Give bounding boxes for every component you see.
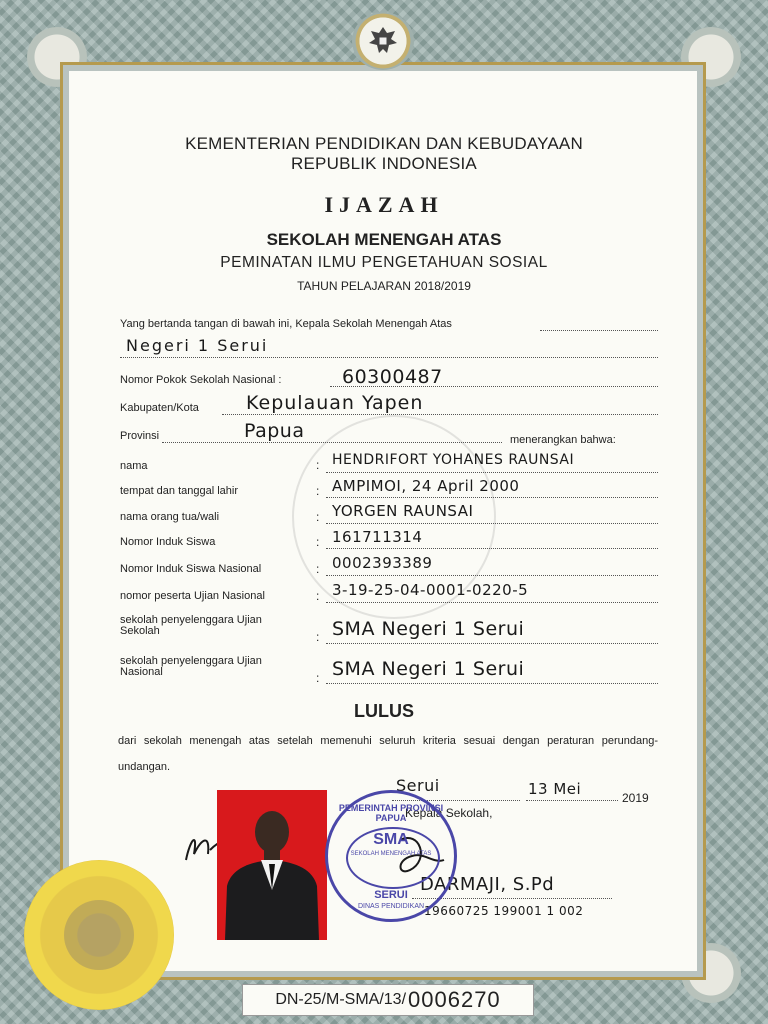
colon: : xyxy=(316,458,320,472)
garuda-emblem-icon xyxy=(352,12,414,70)
birth-value: AMPIMOI, 24 April 2000 xyxy=(332,477,520,495)
gold-seal xyxy=(24,860,174,1010)
dotted-line xyxy=(526,800,618,801)
school-exam-label-line-2: Sekolah xyxy=(120,625,160,637)
parent-value: YORGEN RAUNSAI xyxy=(332,502,474,520)
exam-number-value: 3-19-25-04-0001-0220-5 xyxy=(332,581,529,599)
nisn-label: Nomor Induk Siswa Nasional xyxy=(120,563,262,575)
stamp-bottom-text: DINAS PENDIDIKAN xyxy=(357,903,425,910)
dotted-line xyxy=(326,683,658,684)
dotted-line xyxy=(326,602,658,603)
dotted-line xyxy=(120,357,658,358)
dotted-line xyxy=(540,330,658,331)
dotted-line xyxy=(330,386,658,387)
birth-label: tempat dan tanggal lahir xyxy=(120,485,239,497)
regency-value: Kepulauan Yapen xyxy=(246,392,424,414)
nisn-value: 0002393389 xyxy=(332,554,433,572)
serial-prefix: DN-25/M-SMA/13/ xyxy=(275,991,407,1008)
signature-year: 2019 xyxy=(622,791,649,805)
dotted-line xyxy=(326,575,658,576)
national-exam-label-line-2: Nasional xyxy=(120,666,163,678)
signature-place: Serui xyxy=(396,776,440,795)
colon: : xyxy=(316,535,320,549)
stamp-city-text: SERUI xyxy=(374,889,408,901)
school-exam-label xyxy=(120,615,262,637)
colon: : xyxy=(316,671,320,685)
national-exam-label xyxy=(120,656,262,678)
headmaster-nip: 19660725 199001 1 002 xyxy=(424,904,584,918)
headmaster-name: DARMAJI, S.Pd xyxy=(420,874,555,895)
national-exam-label-line-1: sekolah penyelenggara Ujian xyxy=(120,655,262,667)
exam-number-label: nomor peserta Ujian Nasional xyxy=(120,590,265,602)
parent-label: nama orang tua/wali xyxy=(120,511,220,523)
document-title: IJAZAH xyxy=(324,192,444,217)
province-value: Papua xyxy=(244,420,305,442)
dotted-line xyxy=(222,414,658,415)
signature-position: Kepala Sekolah, xyxy=(405,806,493,820)
dotted-line xyxy=(326,472,658,473)
ministry-line-2: REPUBLIK INDONESIA xyxy=(291,154,477,173)
serial-number: 0006270 xyxy=(408,987,501,1012)
school-stamp xyxy=(325,790,457,922)
student-name-value: HENDRIFORT YOHANES RAUNSAI xyxy=(332,452,575,468)
intro-label: Yang bertanda tangan di bawah ini, Kepala Sekolah Menengah Atas xyxy=(120,318,452,330)
colon: : xyxy=(316,484,320,498)
colon: : xyxy=(316,510,320,524)
academic-year: TAHUN PELAJARAN 2018/2019 xyxy=(297,279,471,293)
colon: : xyxy=(316,562,320,576)
dotted-line xyxy=(326,643,658,644)
signature-date: 13 Mei xyxy=(528,780,582,798)
declares-label: menerangkan bahwa: xyxy=(510,434,616,446)
nis-value: 161711314 xyxy=(332,528,423,546)
province-label: Provinsi xyxy=(120,430,160,442)
stamp-top-text: PEMERINTAH PROVINSI PAPUA xyxy=(338,803,444,823)
ministry-line-1: KEMENTERIAN PENDIDIKAN DAN KEBUDAYAAN xyxy=(185,134,583,153)
student-photo xyxy=(217,790,327,940)
dotted-line xyxy=(326,523,658,524)
colon: : xyxy=(316,589,320,603)
npsn-value: 60300487 xyxy=(342,366,443,388)
dotted-line xyxy=(326,548,658,549)
result-status: LULUS xyxy=(354,701,414,721)
school-exam-value: SMA Negeri 1 Serui xyxy=(332,618,525,640)
stamp-inner-text: SEKOLAH MENENGAH ATAS xyxy=(350,851,432,857)
result-statement: dari sekolah menengah atas setelah memenuhi seluruh kriteria sesuai dengan peraturan perundang-undangan. xyxy=(118,735,658,773)
serial-number-box xyxy=(242,984,534,1016)
stamp-center-text: SMA xyxy=(373,831,409,848)
school-level: SEKOLAH MENENGAH ATAS xyxy=(266,230,502,249)
dotted-line xyxy=(326,497,658,498)
regency-label: Kabupaten/Kota xyxy=(120,402,199,414)
school-exam-label-line-1: sekolah penyelenggara Ujian xyxy=(120,614,262,626)
nis-label: Nomor Induk Siswa xyxy=(120,536,216,548)
dotted-line xyxy=(162,442,502,443)
program-name: PEMINATAN ILMU PENGETAHUAN SOSIAL xyxy=(220,254,548,271)
colon: : xyxy=(316,630,320,644)
school-name-handwritten: Negeri 1 Serui xyxy=(126,336,269,355)
student-name-label: nama xyxy=(120,460,148,472)
npsn-label: Nomor Pokok Sekolah Nasional : xyxy=(120,374,282,386)
national-exam-value: SMA Negeri 1 Serui xyxy=(332,658,525,680)
